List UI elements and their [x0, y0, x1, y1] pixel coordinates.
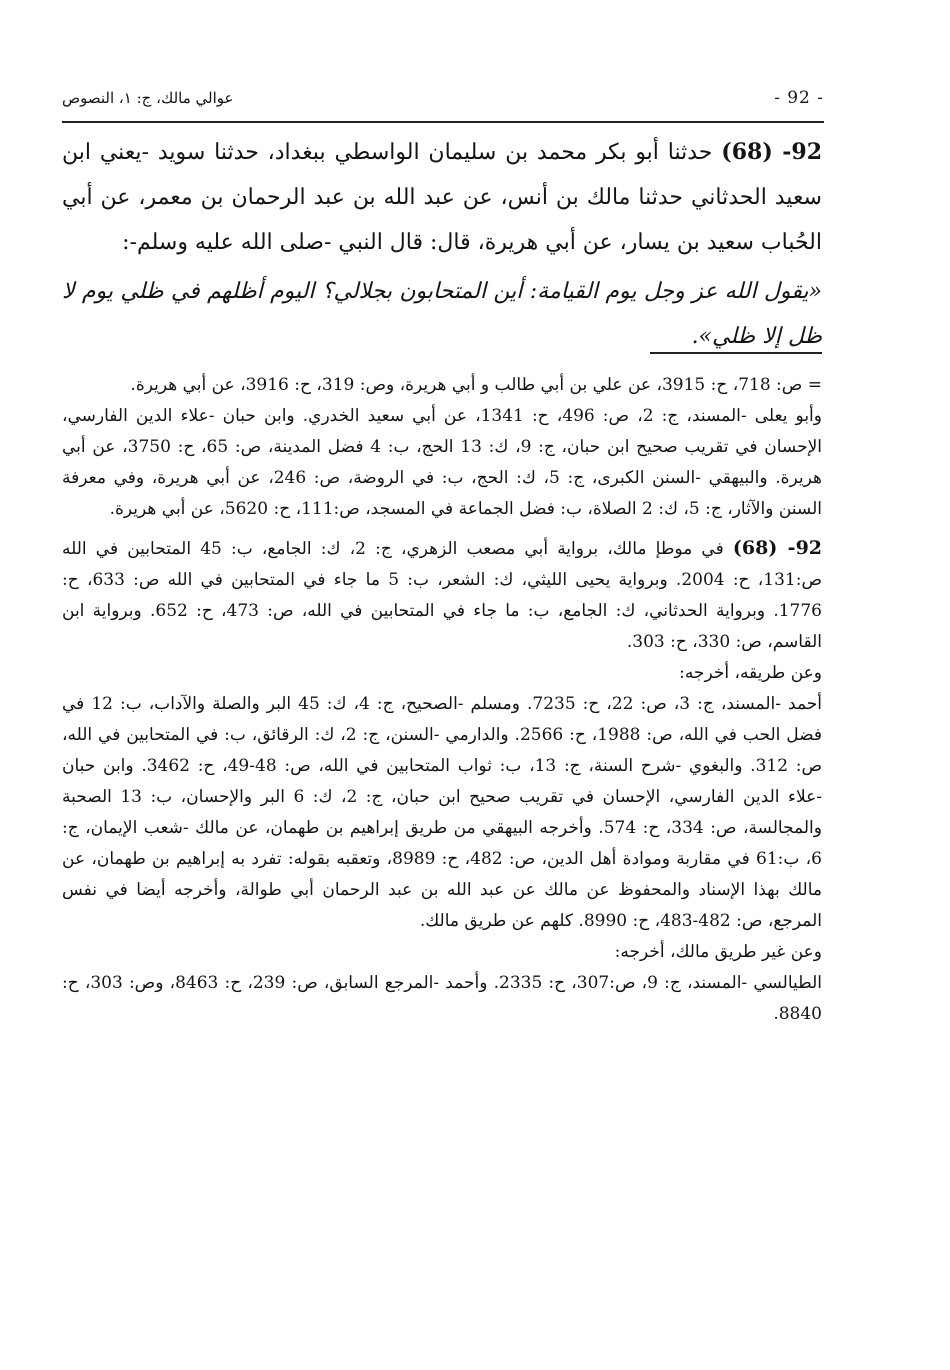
footnote-rule	[650, 352, 822, 354]
notes-entry-number: 92- (68)	[732, 537, 823, 559]
page-number: - 92 -	[774, 88, 824, 108]
header-rule	[62, 121, 824, 123]
via-malik-heading: وعن طريقه، أخرجه:	[679, 663, 822, 683]
notes-block	[62, 370, 822, 1030]
footnote-line-1: = ص: 718، ح: 3915، عن علي بن أبي طالب و أبي هريرة، وص: 319، ح: 3916، عن أبي هريرة.	[130, 375, 822, 395]
main-text-block	[62, 130, 822, 359]
isnad-paragraph	[62, 130, 822, 265]
other-heading: وعن غير طريق مالك، أخرجه:	[614, 942, 822, 962]
footnote-line-2: وأبو يعلى -المسند، ج: 2، ص: 496، ح: 1341، عن أبي سعيد الخدري. وابن حبان -علاء الدين الفارسي، الإحسان في تقريب صحيح ابن حبان، ج: 9، ك: 13 الحج، ب: 4 فضل المدينة، ص: 65، ح: 3750، عن أبي هريرة. والبيهقي -السنن الكبرى، ج: 5، ك: الحج، ب: في الروضة، ص: 246، عن أبي هريرة، وفي معرفة السنن والآثار، ج: 5، ك: 2 الصلاة، ب: فضل الجماعة في المسجد، ص:111، ح: 5620، عن أبي هريرة.	[62, 406, 822, 519]
other-text: الطيالسي -المسند، ج: 9، ص:307، ح: 2335. وأحمد -المرجع السابق، ص: 239، ح: 8463، وص: 303، ح: 8840.	[62, 973, 822, 1024]
running-title: عوالي مالك، ج: ١، النصوص	[62, 89, 234, 107]
notes-first-text: في موطإ مالك، برواية أبي مصعب الزهري، ج: 2، ك: الجامع، ب: 45 المتحابين في الله ص:131، ح: 2004. وبرواية يحيى الليثي، ك: الشعر، ب: 5 ما جاء في المتحابين في الله ص: 633، ح: 1776. وبرواية الحدثاني، ك: الجامع، ب: ما جاء في المتحابين في الله، ص: 473، ح: 652. وبرواية ابن القاسم، ص: 330، ح: 303.	[62, 539, 822, 652]
entry-number: 92- (68)	[721, 139, 823, 165]
isnad-text: حدثنا أبو بكر محمد بن سليمان الواسطي ببغداد، حدثنا سويد -يعني ابن سعيد الحدثاني حدثنا مالك بن أنس، عن عبد الله بن عبد الرحمان بن معمر، عن أبي الحُباب سعيد بن يسار، عن أبي هريرة، قال: قال النبي -صلى الله عليه وسلم-:	[62, 140, 822, 255]
via-malik-text: أحمد -المسند، ج: 3، ص: 22، ح: 7235. ومسلم -الصحيح، ج: 4، ك: 45 البر والصلة والآداب، ب: 12 في فضل الحب في الله، ص: 1988، ح: 2566. والدارمي -السنن، ج: 2، ك: الرقائق، ب: في المتحابين في الله، ص: 312. والبغوي -شرح السنة، ج: 13، ب: ثواب المتحابين في الله، ص: 48-49، ح: 3462. وابن حبان -علاء الدين الفارسي، الإحسان في تقريب صحيح ابن حبان، ج: 2، ك: 6 البر والإحسان، ب: 13 الصحبة والمجالسة، ص: 334، ح: 574. وأخرجه البيهقي من طريق إبراهيم بن طهمان، عن مالك -شعب الإيمان، ج: 6، ب:61 في مقاربة وموادة أهل الدين، ص: 482، ح: 8989، وتعقبه بقوله: تفرد به إبراهيم بن طهمان، عن مالك بهذا الإسناد والمحفوظ عن مالك عن عبد الله بن عبد الرحمان أبي طوالة، وأخرجه أيضا في نفس المرجع، ص: 482-483، ح: 8990. كلهم عن طريق مالك.	[62, 694, 823, 931]
notes-first-paragraph	[62, 533, 822, 658]
hadith-text: «يقول الله عز وجل يوم القيامة: أين المتحابون بجلالي؟ اليوم أظلهم في ظلي يوم لا ظل إلا ظلي».	[62, 279, 822, 349]
running-header	[62, 84, 824, 112]
